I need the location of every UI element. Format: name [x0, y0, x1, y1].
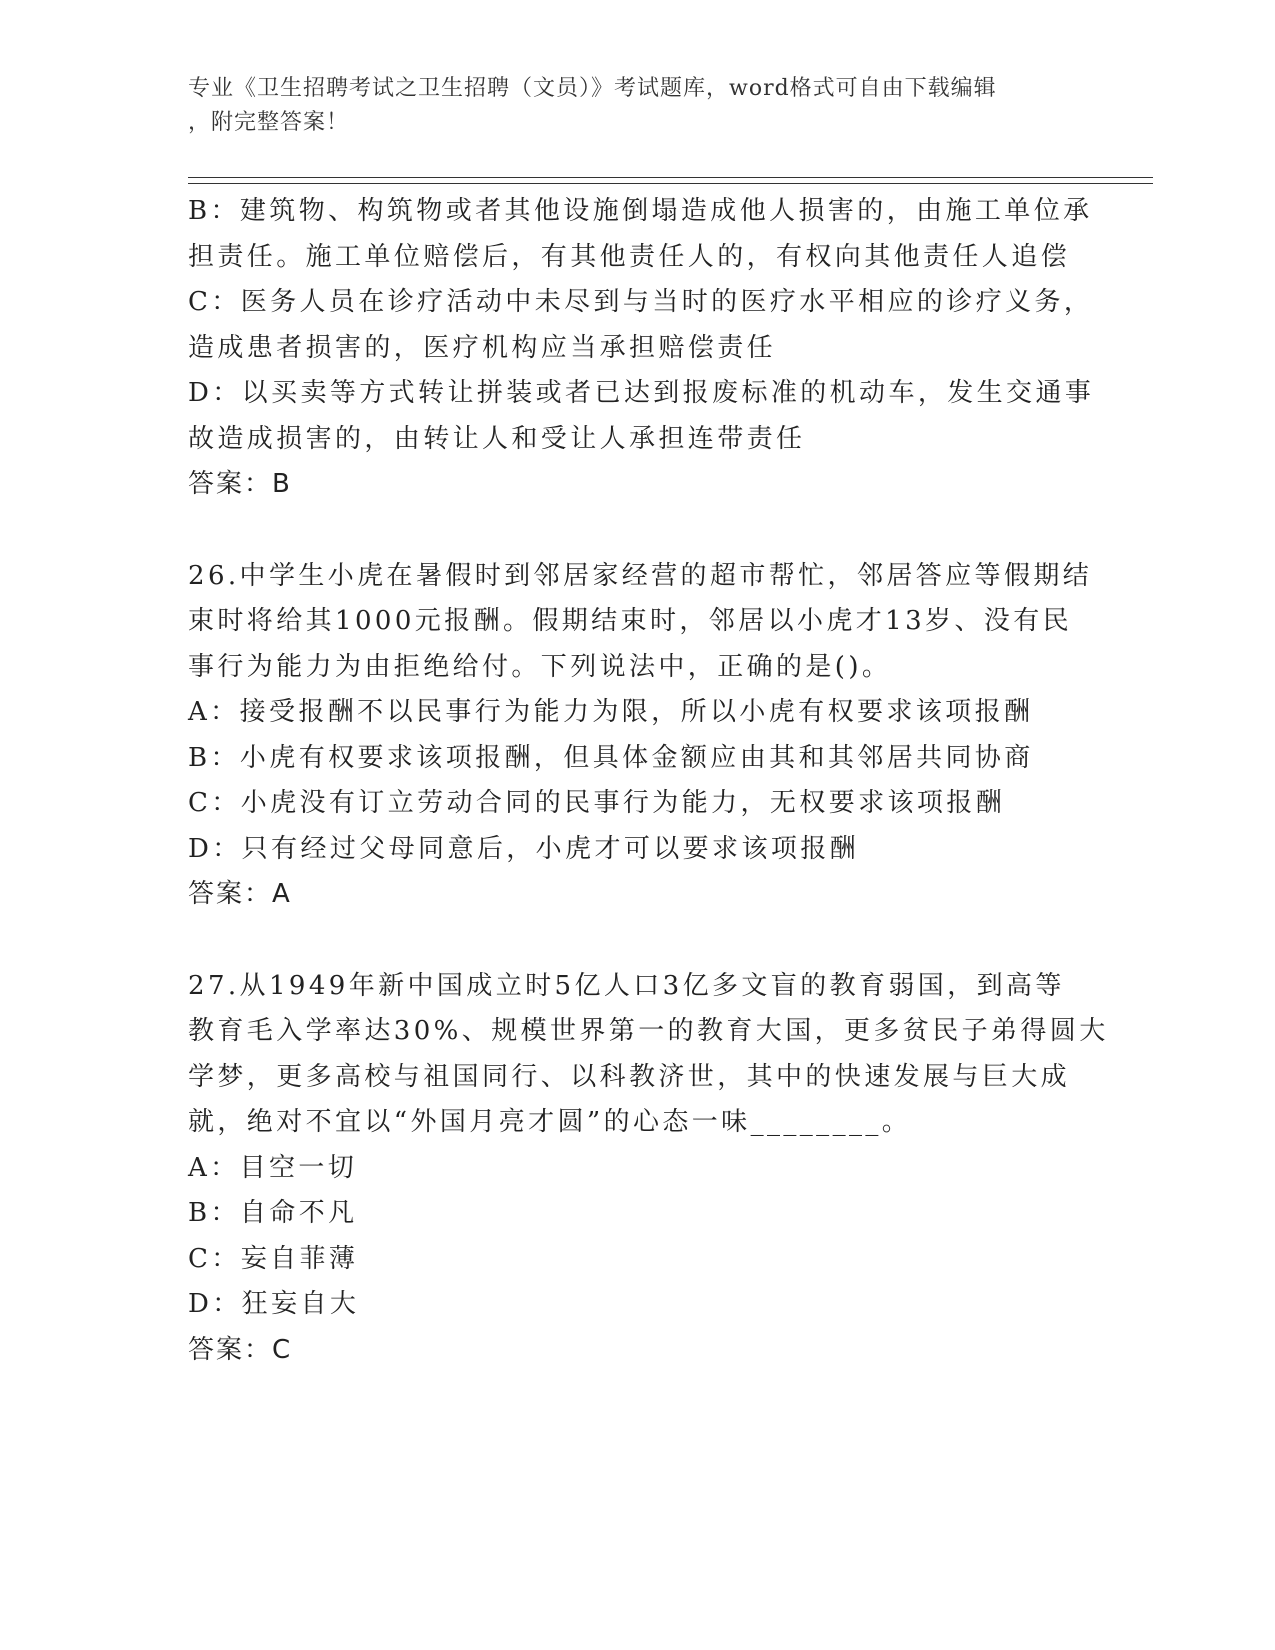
q27-option-a: A：目空一切	[188, 1152, 358, 1183]
spacer	[188, 918, 1088, 964]
q26-option-b: B：小虎有权要求该项报酬，但具体金额应由其和其邻居共同协商	[188, 742, 1034, 773]
question-27	[188, 964, 1109, 1374]
q25-option-d-line-2: 故造成损害的，由转让人和受让人承担连带责任	[188, 423, 806, 454]
q25-option-b-line-2: 担责任。施工单位赔偿后，有其他责任人的，有权向其他责任人追偿	[188, 241, 1071, 272]
q27-option-b: B：自命不凡	[188, 1198, 358, 1228]
question-25-options	[188, 189, 1095, 508]
q25-option-b-line-1: B：建筑物、构筑物或者其他设施倒塌造成他人损害的，由施工单位承	[188, 196, 1093, 226]
q26-stem-line-3: 事行为能力为由拒绝给付。下列说法中，正确的是()。	[188, 651, 892, 682]
q27-option-d: D：狂妄自大	[188, 1289, 360, 1319]
q26-answer: 答案：A	[188, 879, 292, 909]
q26-option-a: A：接受报酬不以民事行为能力为限，所以小虎有权要求该项报酬	[188, 697, 1034, 727]
q25-option-c-line-1: C：医务人员在诊疗活动中未尽到与当时的医疗水平相应的诊疗义务，	[188, 287, 1094, 317]
q26-option-d: D：只有经过父母同意后，小虎才可以要求该项报酬	[188, 833, 860, 864]
header-line-1: 专业《卫生招聘考试之卫生招聘（文员）》考试题库，word格式可自由下载编辑	[188, 76, 997, 101]
q26-stem-line-2: 束时将给其1000元报酬。假期结束时，邻居以小虎才13岁、没有民	[188, 606, 1073, 636]
document-header	[188, 72, 1088, 140]
q27-stem-line-4: 就，绝对不宜以“外国月亮才圆”的心态一味________。	[188, 1107, 912, 1137]
q27-stem-line-3: 学梦，更多高校与祖国同行、以科教济世，其中的快速发展与巨大成	[188, 1061, 1071, 1092]
q26-stem-line-1: 26.中学生小虎在暑假时到邻居家经营的超市帮忙，邻居答应等假期结	[188, 560, 1093, 591]
question-content	[188, 189, 1109, 1373]
q25-option-d-line-1: D：以买卖等方式转让拼装或者已达到报废标准的机动车，发生交通事	[188, 378, 1095, 408]
header-rule-top	[188, 177, 1153, 178]
spacer	[188, 508, 1088, 554]
header-rule-bottom	[188, 183, 1153, 184]
q27-answer: 答案：C	[188, 1334, 293, 1365]
header-line-2: ，附完整答案！	[188, 110, 350, 135]
question-26	[188, 554, 1093, 918]
q27-option-c: C：妄自菲薄	[188, 1243, 359, 1274]
q26-option-c: C：小虎没有订立劳动合同的民事行为能力，无权要求该项报酬	[188, 788, 1006, 818]
q25-option-c-line-2: 造成患者损害的，医疗机构应当承担赔偿责任	[188, 332, 777, 363]
q25-answer: 答案：B	[188, 469, 292, 499]
q27-stem-line-1: 27.从1949年新中国成立时5亿人口3亿多文盲的教育弱国，到高等	[188, 970, 1065, 1001]
q27-stem-line-2: 教育毛入学率达30%、规模世界第一的教育大国，更多贫民子弟得圆大	[188, 1016, 1109, 1046]
